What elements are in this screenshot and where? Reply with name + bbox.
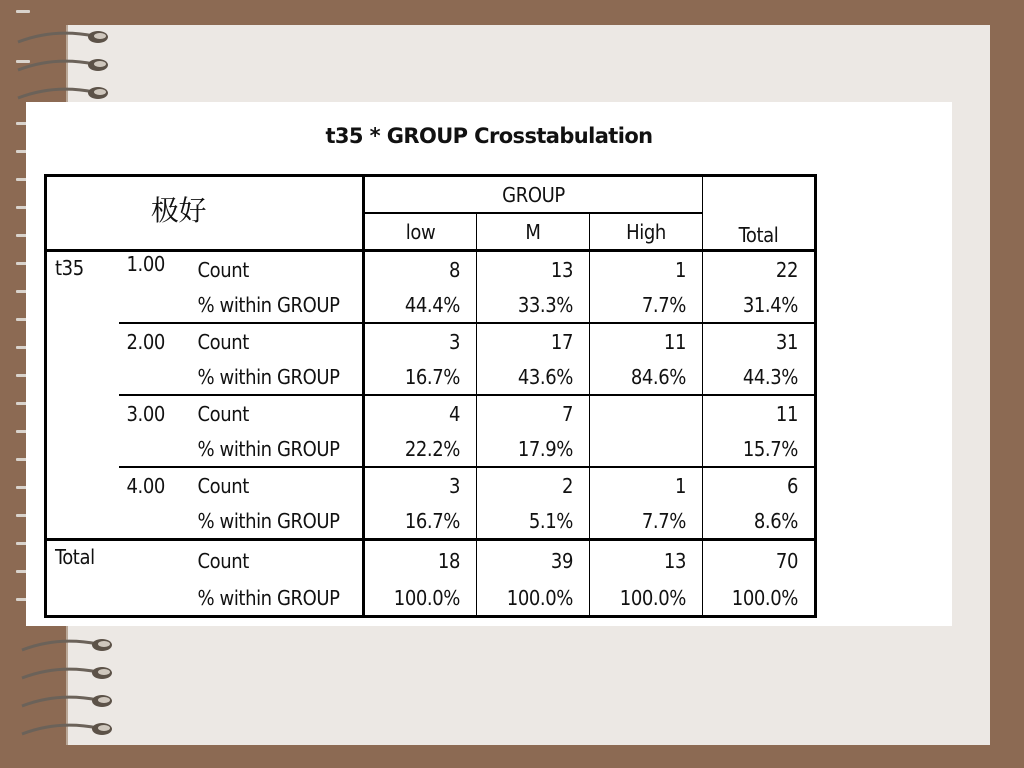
col-header-low: low xyxy=(364,213,477,251)
total-col-header: Total xyxy=(703,176,816,251)
spiral-ring xyxy=(14,82,110,104)
stat-label-pct: % within GROUP xyxy=(190,431,364,467)
table-cell: 16.7% xyxy=(364,359,477,395)
table-cell: 8 xyxy=(364,251,477,288)
stat-label-pct: % within GROUP xyxy=(190,503,364,540)
table-cell: 2 xyxy=(477,467,590,503)
row-variable-label: t35 xyxy=(46,251,119,540)
table-cell: 100.0% xyxy=(590,580,703,617)
table-cell: 4 xyxy=(364,395,477,431)
table-cell: 44.3% xyxy=(703,359,816,395)
stat-label-count: Count xyxy=(190,467,364,503)
table-cell xyxy=(590,395,703,431)
table-cell: 31.4% xyxy=(703,287,816,323)
table-cell: 100.0% xyxy=(364,580,477,617)
stat-label-pct: % within GROUP xyxy=(190,580,364,617)
stat-label-count: Count xyxy=(190,323,364,359)
table-cell: 11 xyxy=(590,323,703,359)
table-cell: 13 xyxy=(477,251,590,288)
table-cell: 1 xyxy=(590,467,703,503)
spiral-ring xyxy=(18,634,114,656)
table-cell: 22.2% xyxy=(364,431,477,467)
stat-label-count: Count xyxy=(190,540,364,581)
group-header: GROUP xyxy=(364,176,703,214)
table-cell xyxy=(590,431,703,467)
table-cell: 16.7% xyxy=(364,503,477,540)
row-level: 3.00 xyxy=(119,395,190,431)
table-cell: 43.6% xyxy=(477,359,590,395)
table-cell: 39 xyxy=(477,540,590,581)
table-cell: 31 xyxy=(703,323,816,359)
spiral-ring xyxy=(14,26,110,48)
corner-label: 极好 xyxy=(46,176,364,251)
table-title: t35 * GROUP Crosstabulation xyxy=(325,124,653,148)
stat-label-pct: % within GROUP xyxy=(190,287,364,323)
table-cell: 7 xyxy=(477,395,590,431)
table-cell: 7.7% xyxy=(590,503,703,540)
table-cell: 18 xyxy=(364,540,477,581)
table-cell: 100.0% xyxy=(703,580,816,617)
spiral-ring xyxy=(14,54,110,76)
crosstab-panel xyxy=(26,102,952,626)
stat-label-count: Count xyxy=(190,395,364,431)
table-cell: 44.4% xyxy=(364,287,477,323)
table-cell: 100.0% xyxy=(477,580,590,617)
spiral-ring xyxy=(18,718,114,740)
table-cell: 3 xyxy=(364,323,477,359)
table-cell: 22 xyxy=(703,251,816,288)
spiral-ring xyxy=(18,690,114,712)
binding-hole xyxy=(16,10,30,13)
stat-label-pct: % within GROUP xyxy=(190,359,364,395)
table-cell: 8.6% xyxy=(703,503,816,540)
stat-label-count: Count xyxy=(190,251,364,288)
table-cell: 13 xyxy=(590,540,703,581)
table-cell: 17 xyxy=(477,323,590,359)
row-level: 1.00 xyxy=(126,252,165,276)
table-cell: 5.1% xyxy=(477,503,590,540)
table-cell: 70 xyxy=(703,540,816,581)
table-cell: 33.3% xyxy=(477,287,590,323)
table-cell: 1 xyxy=(590,251,703,288)
table-cell: 11 xyxy=(703,395,816,431)
crosstab-table xyxy=(44,174,817,618)
table-cell: 84.6% xyxy=(590,359,703,395)
table-cell: 3 xyxy=(364,467,477,503)
table-cell: 7.7% xyxy=(590,287,703,323)
table-cell: 15.7% xyxy=(703,431,816,467)
table-cell: 6 xyxy=(703,467,816,503)
col-header-m: M xyxy=(477,213,590,251)
row-level: 2.00 xyxy=(119,323,190,359)
table-cell: 17.9% xyxy=(477,431,590,467)
col-header-high: High xyxy=(590,213,703,251)
spiral-ring xyxy=(18,662,114,684)
row-level: 4.00 xyxy=(119,467,190,503)
total-row-label: Total xyxy=(46,540,190,581)
